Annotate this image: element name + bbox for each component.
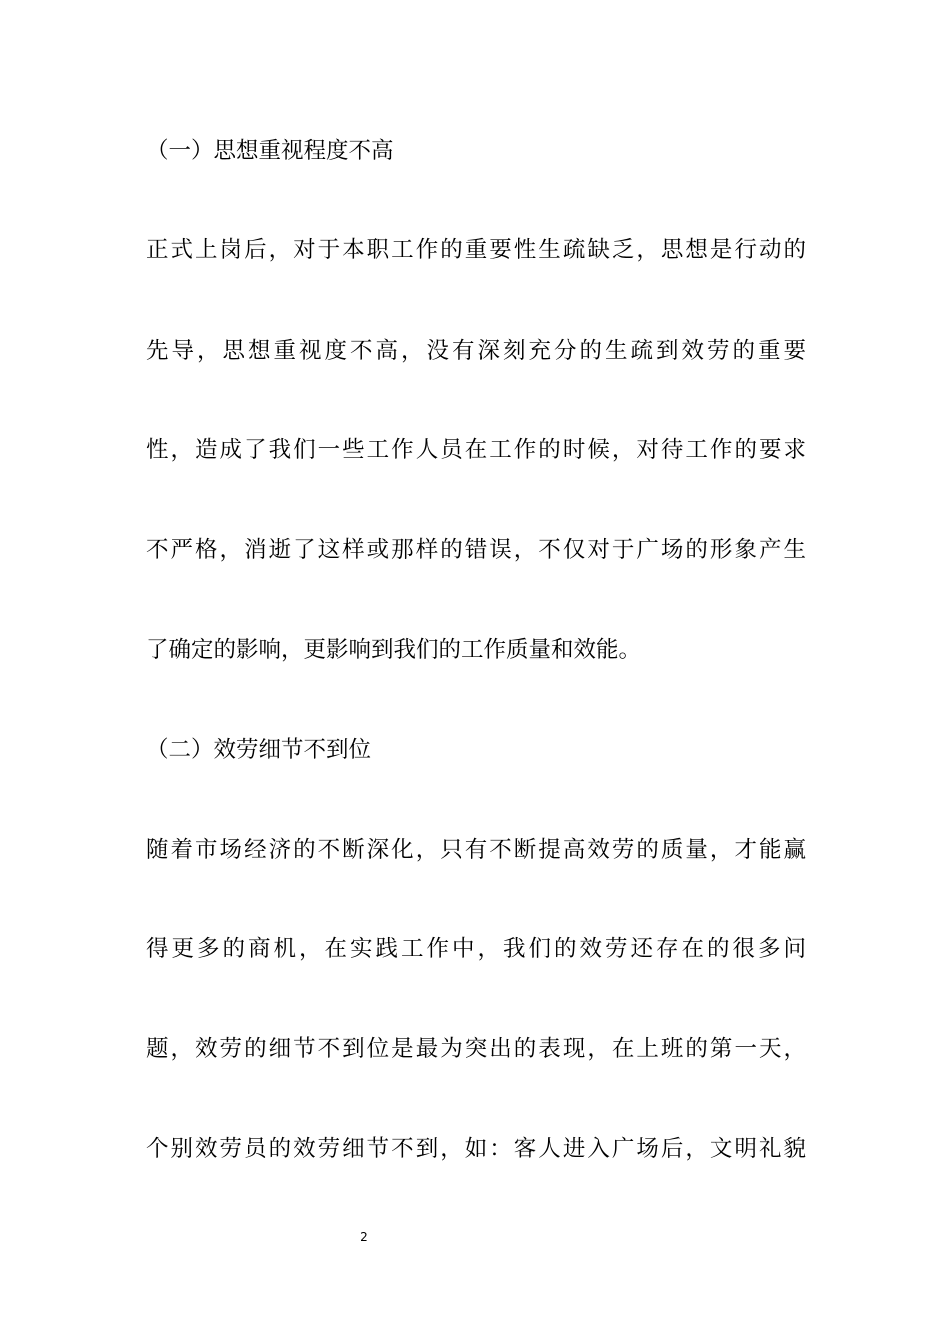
paragraph-line: 正式上岗后，对于本职工作的重要性生疏缺乏，思想是行动的 xyxy=(146,237,806,263)
paragraph-line: 得更多的商机，在实践工作中，我们的效劳还存在的很多问 xyxy=(146,936,806,962)
page-number: 2 xyxy=(360,1230,368,1244)
section-heading-2: （二）效劳细节不到位 xyxy=(146,737,372,763)
paragraph-line: 先导，思想重视度不高，没有深刻充分的生疏到效劳的重要 xyxy=(146,338,806,364)
paragraph-line: 个别效劳员的效劳细节不到，如：客人进入广场后，文明礼貌 xyxy=(146,1136,806,1162)
section-heading-1: （一）思想重视程度不高 xyxy=(146,138,394,164)
paragraph-line: 性，造成了我们一些工作人员在工作的时候，对待工作的要求 xyxy=(146,437,806,463)
paragraph-line: 了确定的影响，更影响到我们的工作质量和效能。 xyxy=(146,637,642,663)
paragraph-line: 不严格，消逝了这样或那样的错误，不仅对于广场的形象产生 xyxy=(146,537,806,563)
paragraph-line: 题，效劳的细节不到位是最为突出的表现，在上班的第一天， xyxy=(146,1036,806,1062)
paragraph-line: 随着市场经济的不断深化，只有不断提高效劳的质量，才能赢 xyxy=(146,837,806,863)
